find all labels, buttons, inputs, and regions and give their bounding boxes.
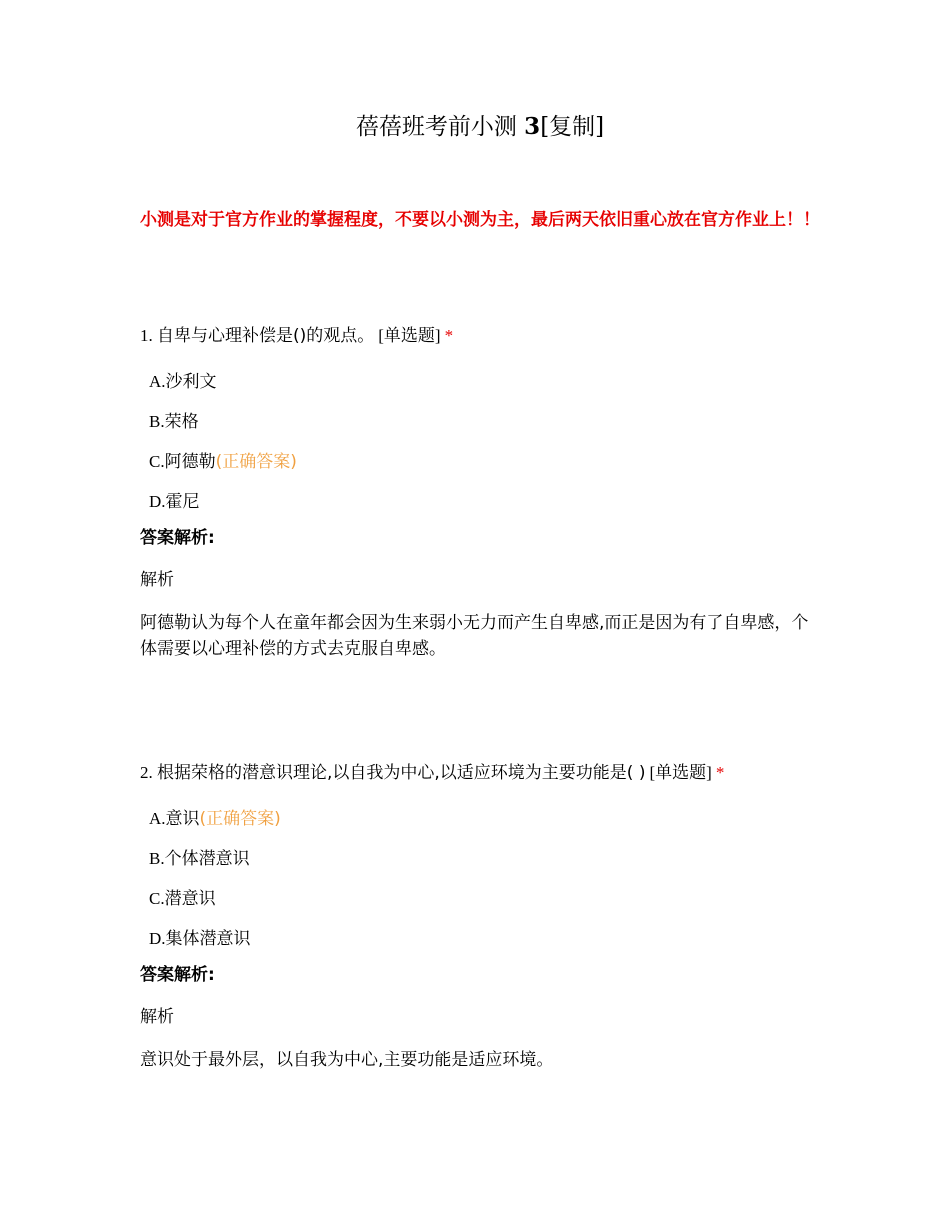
analysis-label: 答案解析: <box>140 528 215 548</box>
option-d <box>149 927 820 967</box>
title-text: 蓓蓓班考前小测 <box>355 114 525 140</box>
option-letter: B. <box>149 412 165 431</box>
question-type: [单选题] <box>378 326 441 345</box>
option-text: 沙利文 <box>165 372 217 392</box>
question-text: 根据荣格的潜意识理论,以自我为中心,以适应环境为主要功能是( ) <box>157 763 646 783</box>
required-marker: * <box>715 763 725 782</box>
analysis-label: 答案解析: <box>140 965 215 985</box>
option-letter: B. <box>149 849 165 868</box>
option-list <box>140 807 820 967</box>
option-b <box>149 847 820 887</box>
question-2 <box>140 761 820 1073</box>
option-text: 意识 <box>165 809 200 829</box>
question-number: 2. <box>140 763 157 782</box>
option-a <box>149 807 820 847</box>
option-letter: C. <box>149 452 165 471</box>
question-number: 1. <box>140 326 157 345</box>
title-suffix: [复制] <box>540 114 605 140</box>
question-type: [单选题] <box>649 763 712 782</box>
option-text: 阿德勒 <box>164 452 216 472</box>
option-letter: C. <box>149 889 165 908</box>
option-letter: D. <box>149 929 166 948</box>
analysis-text: 意识处于最外层，以自我为中心,主要功能是适应环境。 <box>140 1050 554 1070</box>
option-text: 荣格 <box>164 412 199 432</box>
question-stem <box>140 761 820 785</box>
question-stem <box>140 324 820 348</box>
option-text: 霍尼 <box>165 492 200 512</box>
option-letter: A. <box>149 809 166 828</box>
option-a <box>149 370 820 410</box>
option-c <box>149 450 820 490</box>
option-letter: D. <box>149 492 166 511</box>
analysis-heading: 解析 <box>140 570 174 590</box>
notice-text: 小测是对于官方作业的掌握程度，不要以小测为主，最后两天依旧重心放在官方作业上！！ <box>140 210 820 230</box>
option-text: 潜意识 <box>164 889 216 909</box>
question-1 <box>140 324 820 662</box>
correct-answer-badge: (正确答案) <box>199 809 281 829</box>
option-text: 集体潜意识 <box>165 929 251 949</box>
option-c <box>149 887 820 927</box>
title-number: 3 <box>524 113 541 140</box>
analysis-text: 阿德勒认为每个人在童年都会因为生来弱小无力而产生自卑感,而正是因为有了自卑感，个体需要以心理补偿的方式去克服自卑感。 <box>140 613 809 659</box>
option-b <box>149 410 820 450</box>
correct-answer-badge: (正确答案) <box>215 452 297 472</box>
option-letter: A. <box>149 372 166 391</box>
option-list <box>140 370 820 530</box>
question-text: 自卑与心理补偿是()的观点。 <box>157 326 375 346</box>
page-title <box>140 112 820 142</box>
analysis-heading: 解析 <box>140 1007 174 1027</box>
required-marker: * <box>444 326 454 345</box>
option-d <box>149 490 820 530</box>
option-text: 个体潜意识 <box>164 849 250 869</box>
